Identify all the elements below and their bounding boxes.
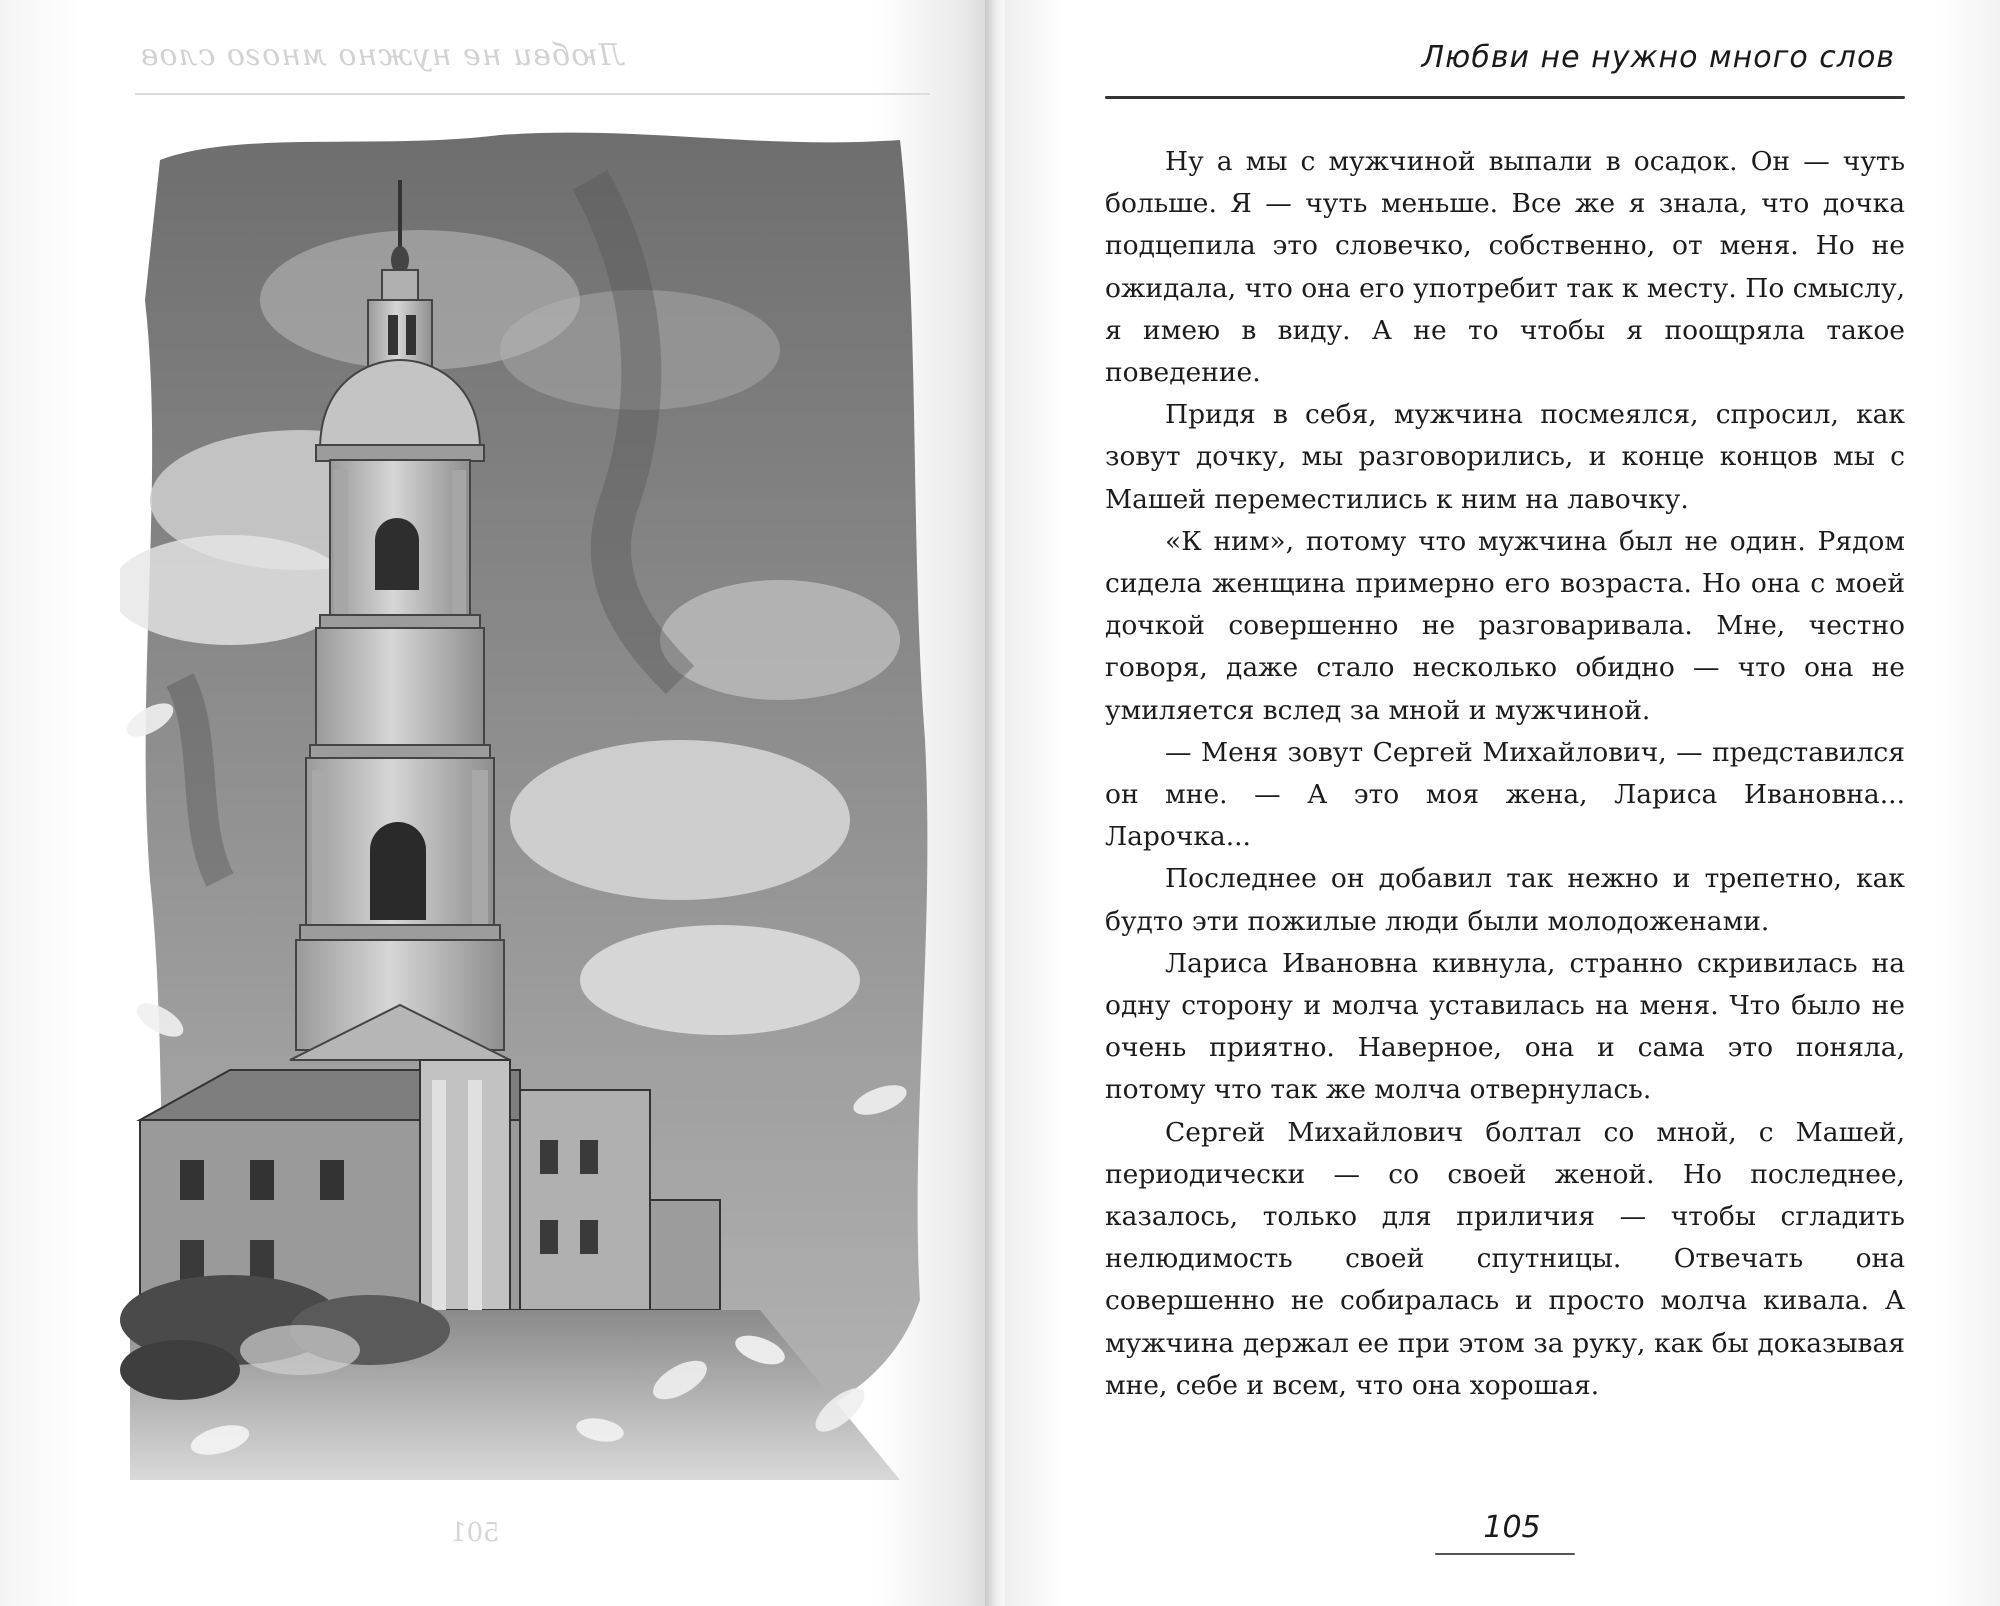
header-rule [1105, 96, 1905, 99]
paragraph-5: Последнее он добавил так нежно и трепетно, как будто эти пожилые люди были молодоженами. [1105, 863, 1905, 937]
page-number-rule [1435, 1553, 1575, 1555]
show-through-page-number: 501 [450, 1518, 500, 1548]
paragraph-2: Придя в себя, мужчина посмеялся, спросил, как зовут дочку, мы разговорились, и конце концов мы с Машей переместились к ним на лавочку. [1105, 399, 1905, 515]
paragraph-7: Сергей Михайлович болтал со мной, с Машей, периодически — со своей женой. Но последнее, казалось, только для приличия — чтобы сгладить нелюдимость своей спутницы. Отвечать она совершенно не собиралась и просто молча кивала. А мужчина держал ее при этом за руку, как бы доказывая мне, себе и всем, что она хорошая. [1105, 1116, 1905, 1401]
body-text [1105, 141, 1905, 1407]
paragraph-1: Ну а мы с мужчиной выпали в осадок. Он — чуть больше. Я — чуть меньше. Все же я знала, что дочка подцепила это словечко, собственно, от меня. Но не ожидала, что она его употребит так к месту. По смыслу, я имею в виду. А не то чтобы я поощряла такое поведение. [1105, 146, 1905, 389]
page-number: 105 [1483, 1510, 1541, 1545]
paragraph-6: Лариса Ивановна кивнула, странно скривилась на одну сторону и молча уставилась на меня. Что было не очень приятно. Наверное, она и сама это поняла, потому что так же молча отвернулась. [1105, 947, 1905, 1106]
church-bell-tower-icon [120, 120, 940, 1480]
running-head: Любви не нужно много слов [1421, 40, 1895, 75]
left-page [0, 0, 995, 1606]
church-photo [120, 120, 940, 1480]
show-through-rule [135, 93, 930, 95]
right-page [1005, 0, 2000, 1606]
show-through-header: Любви не нужно много слов [140, 38, 624, 73]
paragraph-4: — Меня зовут Сергей Михайлович, — представился он мне. — А это моя жена, Лариса Ивановна... Ларочка... [1105, 736, 1905, 853]
paragraph-3: «К ним», потому что мужчина был не один. Рядом сидела женщина примерно его возраста. Но она с моей дочкой совершенно не разговаривала. Мне, честно говоря, даже стало несколько обидно — что она не умиляется вслед за мной и мужчиной. [1105, 525, 1905, 726]
